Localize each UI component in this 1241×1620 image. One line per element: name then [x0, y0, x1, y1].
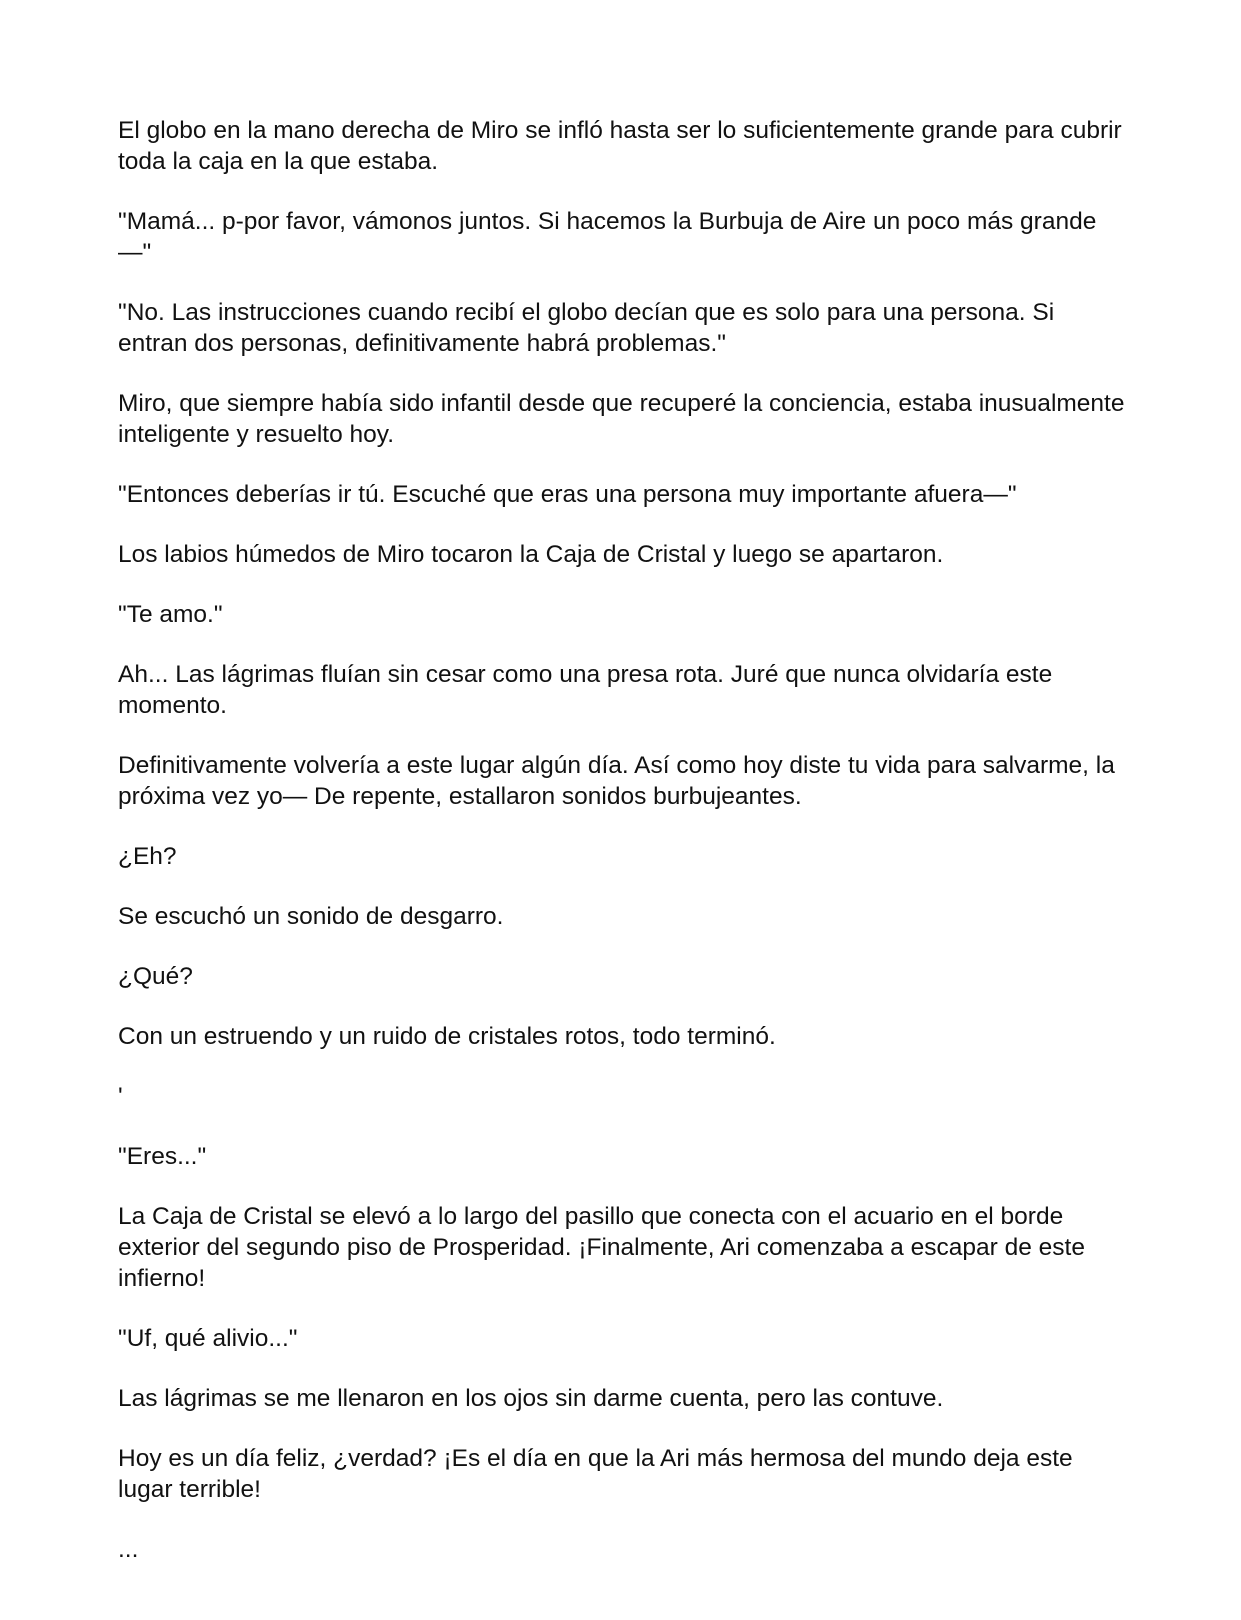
- paragraph-crash: Con un estruendo y un ruido de cristales rotos, todo terminó.: [118, 1023, 776, 1050]
- paragraph-eh: ¿Eh?: [118, 843, 177, 870]
- paragraph-mama-please: "Mamá... p-por favor, vámonos juntos. Si hacemos la Burbuja de Aire un poco más grande—": [118, 208, 1097, 266]
- paragraph-what: ¿Qué?: [118, 963, 193, 990]
- paragraph-ellipsis: ...: [118, 1536, 139, 1563]
- paragraph-glass-box-rises: La Caja de Cristal se elevó a lo largo del pasillo que conecta con el acuario en el borde exterior del segundo piso de Prosperidad. ¡Finalmente, Ari comenzaba a escapar de este infierno!: [118, 1203, 1085, 1292]
- paragraph-happy-day: Hoy es un día feliz, ¿verdad? ¡Es el día en que la Ari más hermosa del mundo deja este lugar terrible!: [118, 1445, 1073, 1503]
- paragraph-i-love-you: "Te amo.": [118, 601, 223, 628]
- paragraph-you-should-go: "Entonces deberías ir tú. Escuché que eras una persona muy importante afuera—": [118, 481, 1017, 508]
- paragraph-relief: "Uf, qué alivio...": [118, 1325, 298, 1352]
- paragraph-tears-flowing: Ah... Las lágrimas fluían sin cesar como una presa rota. Juré que nunca olvidaría este momento.: [118, 661, 1053, 719]
- paragraph-eres: "Eres...": [118, 1143, 207, 1170]
- paragraph-scene-break: ': [118, 1083, 123, 1110]
- paragraph-return-someday: Definitivamente volvería a este lugar algún día. Así como hoy diste tu vida para salvarme, la próxima vez yo— De repente, estallaron sonidos burbujeantes.: [118, 752, 1115, 810]
- paragraph-miro-resolved: Miro, que siempre había sido infantil desde que recuperé la conciencia, estaba inusualmente inteligente y resuelto hoy.: [118, 390, 1125, 448]
- paragraph-tearing-sound: Se escuchó un sonido de desgarro.: [118, 903, 504, 930]
- document-body: [118, 115, 1128, 1594]
- paragraph-balloon-inflates: El globo en la mano derecha de Miro se infló hasta ser lo suficientemente grande para cubrir toda la caja en la que estaba.: [118, 117, 1122, 175]
- paragraph-held-tears: Las lágrimas se me llenaron en los ojos sin darme cuenta, pero las contuve.: [118, 1385, 944, 1412]
- paragraph-wet-lips: Los labios húmedos de Miro tocaron la Caja de Cristal y luego se apartaron.: [118, 541, 944, 568]
- paragraph-instructions: "No. Las instrucciones cuando recibí el globo decían que es solo para una persona. Si entran dos personas, definitivamente habrá problemas.": [118, 299, 1055, 357]
